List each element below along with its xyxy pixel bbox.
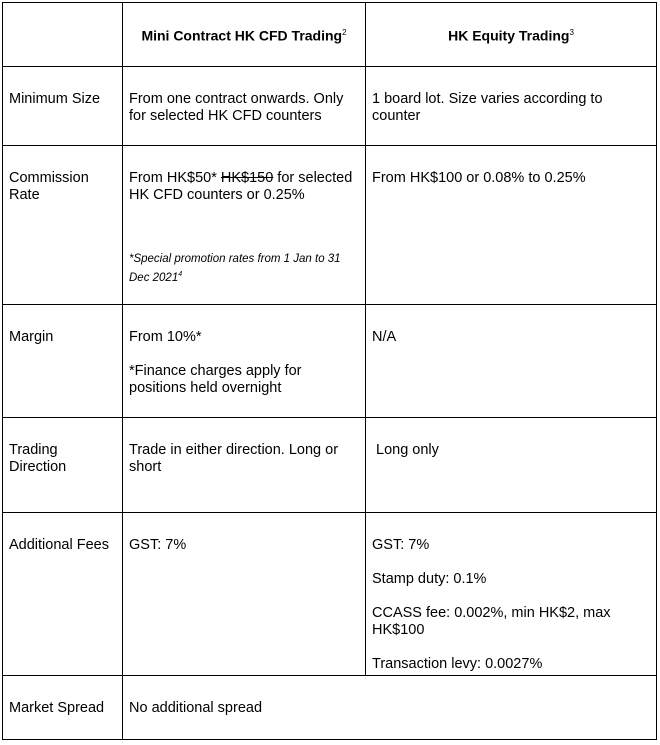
row-label: Additional Fees [3,513,123,676]
header-empty-cell [3,3,123,67]
row-trading-direction [3,418,657,513]
comparison-table [2,2,657,740]
equity-cell [366,513,657,676]
market-spread-cell: No additional spread [123,676,657,740]
row-margin [3,305,657,418]
commission-text-post: for selected HK CFD counters or 0.25% [129,170,353,203]
header-hk-equity [366,3,657,67]
row-label: Market Spread [3,676,123,740]
equity-cell: From HK$100 or 0.08% to 0.25% [366,146,657,305]
fee-gst: GST: 7% [372,537,430,553]
fee-stamp-duty: Stamp duty: 0.1% [372,571,487,587]
mini-cell [123,146,366,305]
row-minimum-size [3,67,657,146]
header-mini-contract-title: Mini Contract HK CFD Trading [141,27,343,44]
fee-ccass: CCASS fee: 0.002%, min HK$2, max HK$100 [372,605,611,638]
row-label: Margin [3,305,123,418]
row-label: Trading Direction [3,418,123,513]
header-row [3,3,657,67]
equity-cell: N/A [366,305,657,418]
row-label: Minimum Size [3,67,123,146]
equity-cell: 1 board lot. Size varies according to counter [366,67,657,146]
fee-transaction-levy: Transaction levy: 0.0027% [372,656,543,672]
commission-text-pre: From HK$50* [129,170,221,186]
mini-cell: GST: 7% [123,513,366,676]
header-mini-contract [123,3,366,67]
mini-cell: Trade in either direction. Long or short [123,418,366,513]
mini-cell [123,305,366,418]
row-label: Commission Rate [3,146,123,305]
mini-cell: From one contract onwards. Only for selected HK CFD counters [123,67,366,146]
header-mini-contract-footnote: 2 [342,28,347,38]
row-commission-rate [3,146,657,305]
header-hk-equity-footnote: 3 [569,28,574,38]
row-market-spread [3,676,657,740]
margin-note: *Finance charges apply for positions held overnight [129,363,302,396]
row-additional-fees [3,513,657,676]
promotion-note: *Special promotion rates from 1 Jan to 31 Dec 2021$^4$ [129,253,341,284]
equity-cell: Long only [366,418,657,513]
commission-old-rate: HK$150 [220,170,274,186]
margin-value: From 10%* [129,329,202,345]
header-hk-equity-title: HK Equity Trading [448,27,570,44]
